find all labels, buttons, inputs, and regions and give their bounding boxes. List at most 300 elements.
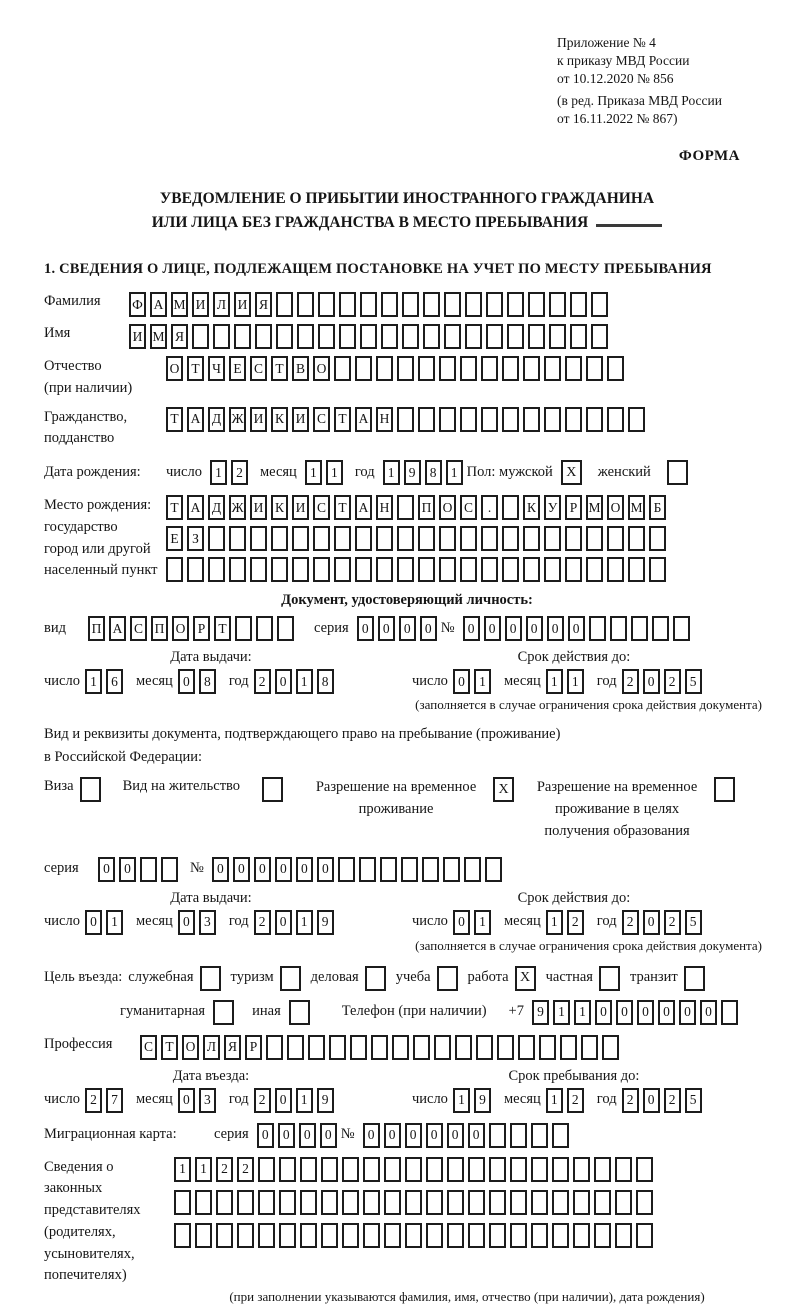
form-cell[interactable]	[355, 557, 372, 582]
form-cell[interactable]	[381, 292, 398, 317]
form-cell[interactable]: 0	[463, 616, 480, 641]
form-cell[interactable]	[381, 324, 398, 349]
form-cell[interactable]: Т	[214, 616, 231, 641]
form-cell[interactable]: 8	[199, 669, 216, 694]
form-cell[interactable]: С	[250, 356, 267, 381]
form-cell[interactable]: 0	[98, 857, 115, 882]
form-cell[interactable]: К	[271, 407, 288, 432]
form-cell[interactable]: 1	[210, 460, 227, 485]
form-cell[interactable]	[297, 324, 314, 349]
form-cell[interactable]: И	[192, 292, 209, 317]
form-cell[interactable]: 0	[568, 616, 585, 641]
form-cell[interactable]	[447, 1190, 464, 1215]
form-cell[interactable]	[552, 1223, 569, 1248]
form-cell[interactable]: Д	[208, 407, 225, 432]
form-cell[interactable]	[439, 526, 456, 551]
form-cell[interactable]	[497, 1035, 514, 1060]
form-cell[interactable]: 6	[106, 669, 123, 694]
form-cell[interactable]: 5	[685, 1088, 702, 1113]
form-cell[interactable]	[397, 557, 414, 582]
form-cell[interactable]	[401, 857, 418, 882]
purpose-transit-checkbox[interactable]	[684, 966, 705, 991]
form-cell[interactable]: 1	[567, 669, 584, 694]
form-cell[interactable]	[444, 324, 461, 349]
form-cell[interactable]: Е	[166, 526, 183, 551]
form-cell[interactable]: 1	[305, 460, 322, 485]
form-cell[interactable]	[628, 407, 645, 432]
form-cell[interactable]	[594, 1190, 611, 1215]
form-cell[interactable]	[468, 1190, 485, 1215]
form-cell[interactable]	[321, 1190, 338, 1215]
purpose-official-checkbox[interactable]	[200, 966, 221, 991]
form-cell[interactable]	[423, 324, 440, 349]
form-cell[interactable]	[586, 526, 603, 551]
form-cell[interactable]	[531, 1223, 548, 1248]
form-cell[interactable]	[237, 1190, 254, 1215]
form-cell[interactable]: И	[292, 495, 309, 520]
form-cell[interactable]: Р	[565, 495, 582, 520]
form-cell[interactable]	[208, 557, 225, 582]
form-cell[interactable]: 1	[474, 910, 491, 935]
form-cell[interactable]: 2	[664, 669, 681, 694]
form-cell[interactable]: 0	[178, 1088, 195, 1113]
form-cell[interactable]	[649, 557, 666, 582]
form-cell[interactable]	[502, 495, 519, 520]
form-cell[interactable]	[531, 1190, 548, 1215]
form-cell[interactable]	[338, 857, 355, 882]
form-cell[interactable]	[528, 292, 545, 317]
form-cell[interactable]: П	[88, 616, 105, 641]
form-cell[interactable]: 1	[446, 460, 463, 485]
form-cell[interactable]: 0	[85, 910, 102, 935]
form-cell[interactable]: 0	[700, 1000, 717, 1025]
form-cell[interactable]: 0	[257, 1123, 274, 1148]
form-cell[interactable]: Т	[271, 356, 288, 381]
form-cell[interactable]: С	[313, 407, 330, 432]
form-cell[interactable]	[652, 616, 669, 641]
form-cell[interactable]	[397, 526, 414, 551]
form-cell[interactable]	[460, 526, 477, 551]
form-cell[interactable]: 2	[254, 1088, 271, 1113]
form-cell[interactable]: 2	[85, 1088, 102, 1113]
form-cell[interactable]	[250, 526, 267, 551]
form-cell[interactable]	[444, 292, 461, 317]
form-cell[interactable]	[250, 557, 267, 582]
form-cell[interactable]	[502, 557, 519, 582]
form-cell[interactable]: Л	[203, 1035, 220, 1060]
form-cell[interactable]	[413, 1035, 430, 1060]
form-cell[interactable]	[355, 356, 372, 381]
form-cell[interactable]: С	[460, 495, 477, 520]
form-cell[interactable]	[426, 1157, 443, 1182]
form-cell[interactable]	[443, 857, 460, 882]
form-cell[interactable]: А	[109, 616, 126, 641]
form-cell[interactable]: 1	[574, 1000, 591, 1025]
form-cell[interactable]	[610, 616, 627, 641]
form-cell[interactable]	[342, 1157, 359, 1182]
visa-checkbox[interactable]	[80, 777, 101, 802]
form-cell[interactable]	[384, 1157, 401, 1182]
form-cell[interactable]	[523, 407, 540, 432]
form-cell[interactable]	[460, 356, 477, 381]
form-cell[interactable]	[418, 407, 435, 432]
form-cell[interactable]: И	[250, 495, 267, 520]
form-cell[interactable]	[573, 1190, 590, 1215]
form-cell[interactable]	[397, 495, 414, 520]
form-cell[interactable]	[481, 356, 498, 381]
form-cell[interactable]: А	[355, 407, 372, 432]
form-cell[interactable]: С	[130, 616, 147, 641]
form-cell[interactable]: Ч	[208, 356, 225, 381]
form-cell[interactable]	[594, 1157, 611, 1182]
form-cell[interactable]: 0	[447, 1123, 464, 1148]
form-cell[interactable]	[544, 526, 561, 551]
form-cell[interactable]	[485, 857, 502, 882]
form-cell[interactable]	[229, 557, 246, 582]
form-cell[interactable]: 0	[275, 669, 292, 694]
form-cell[interactable]	[402, 324, 419, 349]
form-cell[interactable]	[615, 1223, 632, 1248]
form-cell[interactable]	[636, 1157, 653, 1182]
purpose-other-checkbox[interactable]	[289, 1000, 310, 1025]
form-cell[interactable]: 9	[474, 1088, 491, 1113]
form-cell[interactable]: 0	[275, 910, 292, 935]
form-cell[interactable]	[581, 1035, 598, 1060]
form-cell[interactable]: Т	[187, 356, 204, 381]
purpose-private-checkbox[interactable]	[599, 966, 620, 991]
form-cell[interactable]: 0	[453, 669, 470, 694]
form-cell[interactable]: 0	[595, 1000, 612, 1025]
form-cell[interactable]: Ж	[229, 407, 246, 432]
form-cell[interactable]	[334, 356, 351, 381]
form-cell[interactable]: 9	[317, 1088, 334, 1113]
form-cell[interactable]: 9	[317, 910, 334, 935]
form-cell[interactable]	[607, 356, 624, 381]
form-cell[interactable]: 8	[317, 669, 334, 694]
form-cell[interactable]	[418, 356, 435, 381]
form-cell[interactable]	[486, 324, 503, 349]
purpose-business-checkbox[interactable]	[365, 966, 386, 991]
form-cell[interactable]	[507, 292, 524, 317]
form-cell[interactable]: 0	[178, 669, 195, 694]
form-cell[interactable]: П	[151, 616, 168, 641]
form-cell[interactable]	[384, 1190, 401, 1215]
form-cell[interactable]: 0	[278, 1123, 295, 1148]
form-cell[interactable]	[565, 526, 582, 551]
form-cell[interactable]: 7	[106, 1088, 123, 1113]
form-cell[interactable]: О	[439, 495, 456, 520]
form-cell[interactable]	[216, 1223, 233, 1248]
form-cell[interactable]: 0	[119, 857, 136, 882]
form-cell[interactable]: А	[187, 495, 204, 520]
form-cell[interactable]: 0	[254, 857, 271, 882]
purpose-work-checkbox[interactable]: X	[515, 966, 536, 991]
form-cell[interactable]	[607, 407, 624, 432]
form-cell[interactable]	[507, 324, 524, 349]
form-cell[interactable]	[586, 356, 603, 381]
form-cell[interactable]	[631, 616, 648, 641]
form-cell[interactable]	[531, 1123, 548, 1148]
form-cell[interactable]	[573, 1157, 590, 1182]
form-cell[interactable]	[318, 292, 335, 317]
form-cell[interactable]	[481, 557, 498, 582]
form-cell[interactable]: 1	[296, 1088, 313, 1113]
form-cell[interactable]: О	[172, 616, 189, 641]
form-cell[interactable]	[560, 1035, 577, 1060]
form-cell[interactable]	[510, 1157, 527, 1182]
form-cell[interactable]	[339, 324, 356, 349]
form-cell[interactable]	[313, 526, 330, 551]
form-cell[interactable]	[161, 857, 178, 882]
form-cell[interactable]: 0	[275, 1088, 292, 1113]
form-cell[interactable]	[300, 1157, 317, 1182]
form-cell[interactable]	[468, 1157, 485, 1182]
form-cell[interactable]	[300, 1223, 317, 1248]
form-cell[interactable]	[481, 526, 498, 551]
form-cell[interactable]	[528, 324, 545, 349]
form-cell[interactable]	[216, 1190, 233, 1215]
form-cell[interactable]: 0	[178, 910, 195, 935]
form-cell[interactable]: 0	[299, 1123, 316, 1148]
form-cell[interactable]: С	[313, 495, 330, 520]
sex-female-checkbox[interactable]	[667, 460, 688, 485]
form-cell[interactable]: М	[628, 495, 645, 520]
form-cell[interactable]	[439, 407, 456, 432]
form-cell[interactable]	[321, 1157, 338, 1182]
form-cell[interactable]	[510, 1190, 527, 1215]
form-cell[interactable]	[544, 356, 561, 381]
form-cell[interactable]	[544, 557, 561, 582]
form-cell[interactable]: С	[140, 1035, 157, 1060]
form-cell[interactable]: 0	[426, 1123, 443, 1148]
form-cell[interactable]	[363, 1223, 380, 1248]
form-cell[interactable]: 0	[378, 616, 395, 641]
form-cell[interactable]: 0	[468, 1123, 485, 1148]
form-cell[interactable]: 0	[679, 1000, 696, 1025]
form-cell[interactable]	[392, 1035, 409, 1060]
form-cell[interactable]	[297, 292, 314, 317]
form-cell[interactable]: 0	[505, 616, 522, 641]
form-cell[interactable]	[174, 1190, 191, 1215]
form-cell[interactable]: 0	[637, 1000, 654, 1025]
form-cell[interactable]	[465, 292, 482, 317]
form-cell[interactable]	[426, 1223, 443, 1248]
form-cell[interactable]	[397, 407, 414, 432]
form-cell[interactable]: 0	[484, 616, 501, 641]
form-cell[interactable]: Я	[255, 292, 272, 317]
form-cell[interactable]: 0	[212, 857, 229, 882]
form-cell[interactable]: 0	[453, 910, 470, 935]
form-cell[interactable]	[510, 1123, 527, 1148]
form-cell[interactable]: 5	[685, 910, 702, 935]
form-cell[interactable]	[531, 1157, 548, 1182]
form-cell[interactable]	[523, 356, 540, 381]
temp-residence-education-checkbox[interactable]	[714, 777, 735, 802]
form-cell[interactable]	[552, 1190, 569, 1215]
form-cell[interactable]	[229, 526, 246, 551]
form-cell[interactable]	[195, 1190, 212, 1215]
sex-male-checkbox[interactable]: X	[561, 460, 582, 485]
form-cell[interactable]	[234, 324, 251, 349]
form-cell[interactable]: О	[607, 495, 624, 520]
form-cell[interactable]	[166, 557, 183, 582]
form-cell[interactable]: Ж	[229, 495, 246, 520]
form-cell[interactable]	[334, 526, 351, 551]
form-cell[interactable]	[628, 526, 645, 551]
form-cell[interactable]: Т	[166, 407, 183, 432]
form-cell[interactable]	[208, 526, 225, 551]
form-cell[interactable]	[586, 407, 603, 432]
form-cell[interactable]	[510, 1223, 527, 1248]
form-cell[interactable]	[258, 1223, 275, 1248]
form-cell[interactable]	[468, 1223, 485, 1248]
form-cell[interactable]: 1	[85, 669, 102, 694]
form-cell[interactable]: 1	[546, 669, 563, 694]
purpose-humanitarian-checkbox[interactable]	[213, 1000, 234, 1025]
form-cell[interactable]	[539, 1035, 556, 1060]
form-cell[interactable]: 1	[174, 1157, 191, 1182]
form-cell[interactable]: П	[418, 495, 435, 520]
form-cell[interactable]: 1	[296, 669, 313, 694]
form-cell[interactable]: Н	[376, 407, 393, 432]
form-cell[interactable]	[360, 324, 377, 349]
form-cell[interactable]	[721, 1000, 738, 1025]
form-cell[interactable]	[422, 857, 439, 882]
form-cell[interactable]	[402, 292, 419, 317]
form-cell[interactable]	[439, 557, 456, 582]
form-cell[interactable]	[628, 557, 645, 582]
form-cell[interactable]: Р	[245, 1035, 262, 1060]
form-cell[interactable]: О	[313, 356, 330, 381]
form-cell[interactable]	[355, 526, 372, 551]
form-cell[interactable]: 1	[326, 460, 343, 485]
form-cell[interactable]	[258, 1190, 275, 1215]
form-cell[interactable]: А	[187, 407, 204, 432]
form-cell[interactable]: И	[292, 407, 309, 432]
form-cell[interactable]	[256, 616, 273, 641]
form-cell[interactable]	[486, 292, 503, 317]
form-cell[interactable]	[279, 1190, 296, 1215]
form-cell[interactable]	[673, 616, 690, 641]
form-cell[interactable]	[434, 1035, 451, 1060]
form-cell[interactable]: 0	[643, 910, 660, 935]
form-cell[interactable]: 0	[643, 669, 660, 694]
form-cell[interactable]	[465, 324, 482, 349]
form-cell[interactable]: 9	[532, 1000, 549, 1025]
form-cell[interactable]	[271, 526, 288, 551]
form-cell[interactable]	[174, 1223, 191, 1248]
form-cell[interactable]	[615, 1190, 632, 1215]
form-cell[interactable]	[489, 1223, 506, 1248]
form-cell[interactable]: 0	[296, 857, 313, 882]
form-cell[interactable]: А	[355, 495, 372, 520]
form-cell[interactable]	[140, 857, 157, 882]
form-cell[interactable]	[489, 1157, 506, 1182]
form-cell[interactable]: 2	[567, 910, 584, 935]
form-cell[interactable]: И	[250, 407, 267, 432]
form-cell[interactable]	[549, 324, 566, 349]
form-cell[interactable]: 1	[546, 1088, 563, 1113]
form-cell[interactable]	[552, 1157, 569, 1182]
form-cell[interactable]: 0	[275, 857, 292, 882]
form-cell[interactable]: В	[292, 356, 309, 381]
form-cell[interactable]	[266, 1035, 283, 1060]
form-cell[interactable]	[342, 1223, 359, 1248]
form-cell[interactable]	[602, 1035, 619, 1060]
form-cell[interactable]: О	[166, 356, 183, 381]
form-cell[interactable]: 0	[357, 616, 374, 641]
form-cell[interactable]: И	[129, 324, 146, 349]
form-cell[interactable]	[607, 526, 624, 551]
residence-permit-checkbox[interactable]	[262, 777, 283, 802]
form-cell[interactable]: Л	[213, 292, 230, 317]
form-cell[interactable]	[418, 557, 435, 582]
form-cell[interactable]	[376, 557, 393, 582]
form-cell[interactable]: З	[187, 526, 204, 551]
form-cell[interactable]: 2	[664, 1088, 681, 1113]
form-cell[interactable]: 0	[399, 616, 416, 641]
form-cell[interactable]	[359, 857, 376, 882]
form-cell[interactable]: 0	[384, 1123, 401, 1148]
form-cell[interactable]	[418, 526, 435, 551]
form-cell[interactable]	[371, 1035, 388, 1060]
form-cell[interactable]: 2	[622, 1088, 639, 1113]
form-cell[interactable]	[426, 1190, 443, 1215]
form-cell[interactable]: О	[182, 1035, 199, 1060]
form-cell[interactable]	[276, 292, 293, 317]
form-cell[interactable]	[397, 356, 414, 381]
form-cell[interactable]	[502, 356, 519, 381]
form-cell[interactable]: 1	[474, 669, 491, 694]
form-cell[interactable]	[502, 407, 519, 432]
form-cell[interactable]: Р	[193, 616, 210, 641]
form-cell[interactable]: 2	[622, 669, 639, 694]
form-cell[interactable]: К	[271, 495, 288, 520]
form-cell[interactable]	[321, 1223, 338, 1248]
form-cell[interactable]: 0	[320, 1123, 337, 1148]
form-cell[interactable]: .	[481, 495, 498, 520]
form-cell[interactable]	[573, 1223, 590, 1248]
form-cell[interactable]	[384, 1223, 401, 1248]
form-cell[interactable]	[334, 557, 351, 582]
form-cell[interactable]: Т	[161, 1035, 178, 1060]
form-cell[interactable]	[342, 1190, 359, 1215]
form-cell[interactable]	[235, 616, 252, 641]
form-cell[interactable]	[405, 1157, 422, 1182]
form-cell[interactable]	[523, 557, 540, 582]
form-cell[interactable]	[339, 292, 356, 317]
form-cell[interactable]	[423, 292, 440, 317]
form-cell[interactable]	[447, 1223, 464, 1248]
form-cell[interactable]	[363, 1190, 380, 1215]
form-cell[interactable]	[277, 616, 294, 641]
form-cell[interactable]	[363, 1157, 380, 1182]
form-cell[interactable]: 3	[199, 1088, 216, 1113]
form-cell[interactable]	[460, 557, 477, 582]
form-cell[interactable]: Е	[229, 356, 246, 381]
form-cell[interactable]: 0	[363, 1123, 380, 1148]
form-cell[interactable]: Т	[334, 407, 351, 432]
form-cell[interactable]	[447, 1157, 464, 1182]
form-cell[interactable]	[300, 1190, 317, 1215]
form-cell[interactable]	[615, 1157, 632, 1182]
form-cell[interactable]	[405, 1223, 422, 1248]
form-cell[interactable]	[636, 1223, 653, 1248]
form-cell[interactable]	[313, 557, 330, 582]
form-cell[interactable]: 1	[195, 1157, 212, 1182]
form-cell[interactable]: 2	[664, 910, 681, 935]
form-cell[interactable]: 2	[567, 1088, 584, 1113]
